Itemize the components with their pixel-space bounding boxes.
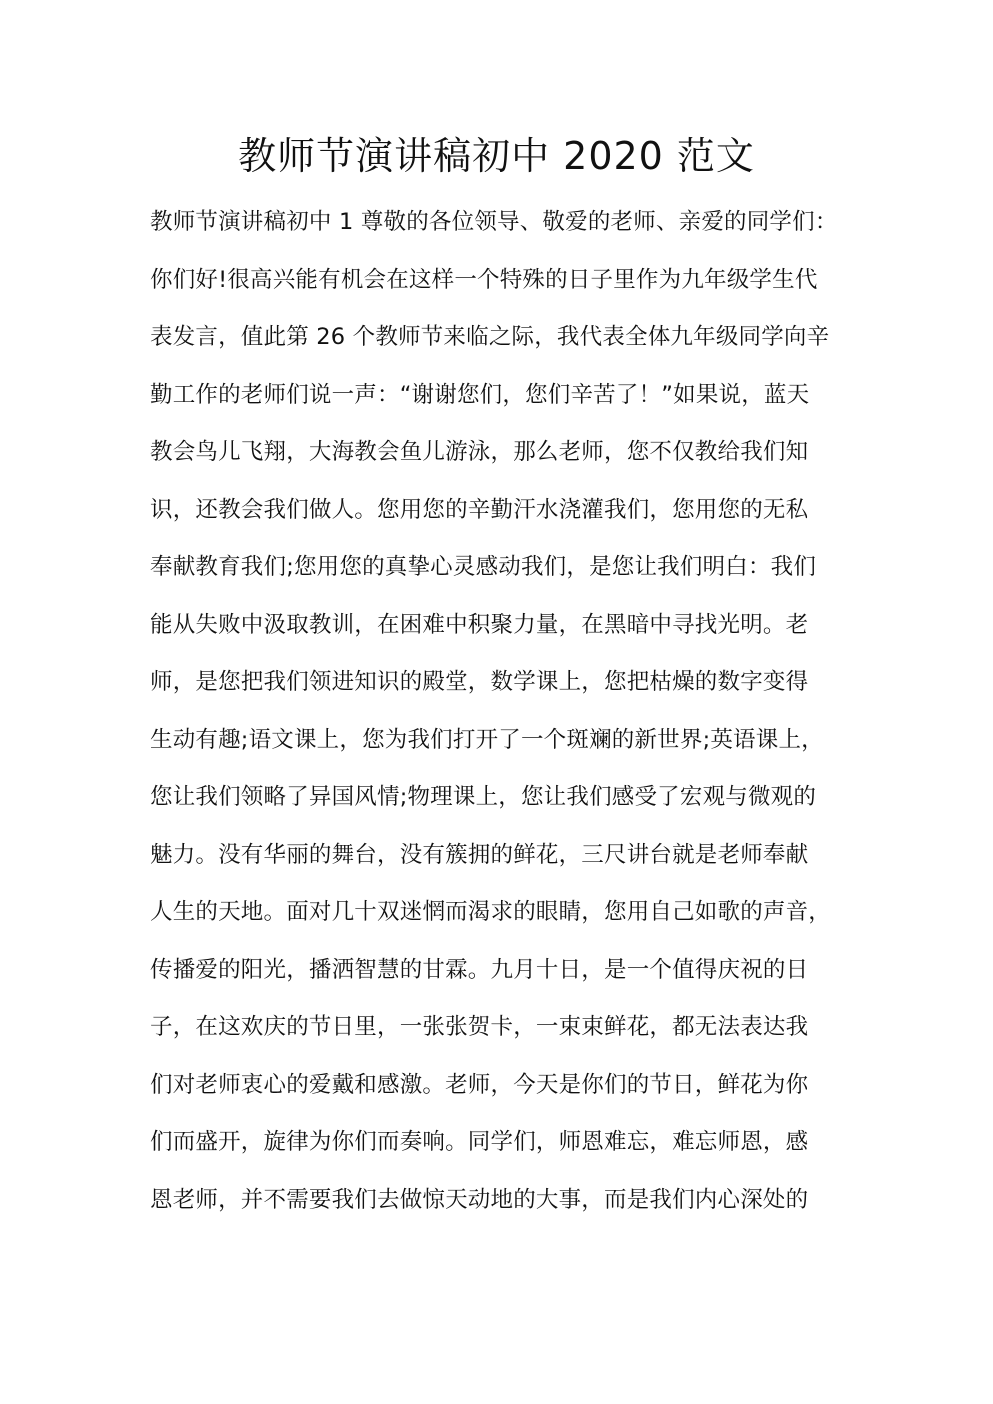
body-line-15: 子，在这欢庆的节日里，一张张贺卡，一束束鲜花，都无法表达我 <box>150 1014 809 1040</box>
body-line-14: 传播爱的阳光，播洒智慧的甘霖。九月十日，是一个值得庆祝的日 <box>150 956 809 983</box>
body-line-1: 教师节演讲稿初中 1 尊敬的各位领导、敬爱的老师、亲爱的同学们： <box>150 209 838 235</box>
body-line-4: 勤工作的老师们说一声：“谢谢您们，您们辛苦了！”如果说，蓝天 <box>150 381 810 408</box>
body-line-2: 你们好!很高兴能有机会在这样一个特殊的日子里作为九年级学生代 <box>150 266 818 293</box>
body-line-9: 师，是您把我们领进知识的殿堂，数学课上，您把枯燥的数字变得 <box>150 669 809 695</box>
body-line-3: 表发言，值此第 26 个教师节来临之际，我代表全体九年级同学向辛 <box>150 324 830 350</box>
body-line-5: 教会鸟儿飞翔，大海教会鱼儿游泳，那么老师，您不仅教给我们知 <box>150 439 809 465</box>
body-line-13: 人生的天地。面对几十双迷惘而渴求的眼睛，您用自己如歌的声音， <box>150 899 832 925</box>
document-title: 教师节演讲稿初中 2020 范文 <box>238 134 755 178</box>
body-line-17: 们而盛开，旋律为你们而奏响。同学们，师恩难忘，难忘师恩，感 <box>150 1129 809 1155</box>
body-line-10: 生动有趣;语文课上，您为我们打开了一个斑斓的新世界;英语课上， <box>150 726 824 753</box>
body-line-8: 能从失败中汲取教训，在困难中积聚力量，在黑暗中寻找光明。老 <box>150 611 809 638</box>
document-body <box>150 194 850 1229</box>
body-line-16: 们对老师衷心的爱戴和感激。老师，今天是你们的节日，鲜花为你 <box>150 1071 809 1098</box>
body-line-6: 识，还教会我们做人。您用您的辛勤汗水浇灌我们，您用您的无私 <box>150 496 809 523</box>
body-line-12: 魅力。没有华丽的舞台，没有簇拥的鲜花，三尺讲台就是老师奉献 <box>150 841 809 868</box>
body-line-11: 您让我们领略了异国风情;物理课上，您让我们感受了宏观与微观的 <box>150 784 817 810</box>
body-line-7: 奉献教育我们;您用您的真挚心灵感动我们，是您让我们明白：我们 <box>150 554 817 580</box>
body-line-18: 恩老师，并不需要我们去做惊天动地的大事，而是我们内心深处的 <box>150 1186 809 1213</box>
